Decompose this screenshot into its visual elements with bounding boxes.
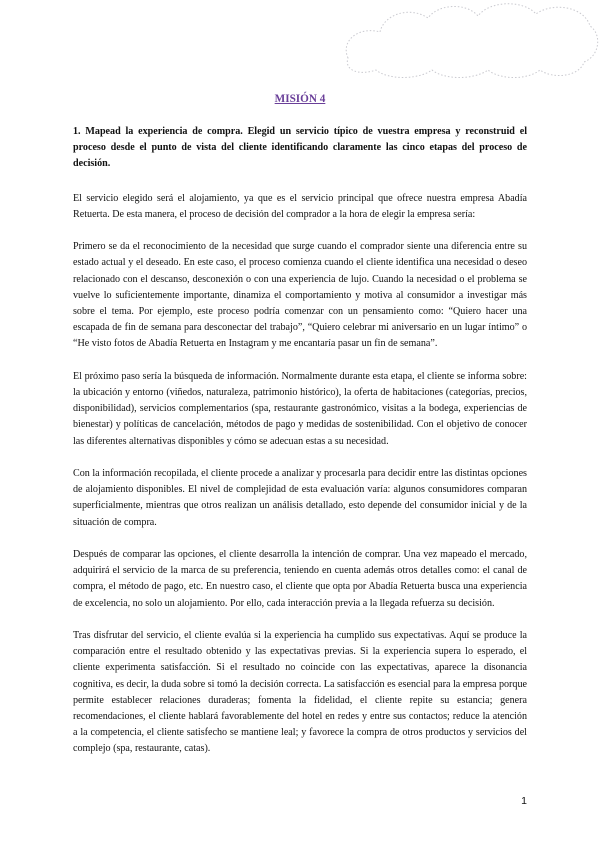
paragraph-post-purchase: Tras disfrutar del servicio, el cliente evalúa si la experiencia ha cumplido sus expectativas. Aquí se produce la comparación entre el resultado obtenido y las expectativas previas. Si la experiencia supera lo esperado, el cliente experimenta satisfacción. Si el resultado no coincide con las expectativas, aparece la disonancia cognitiva, es decir, la duda sobre si tomó la decisión correcta. La satisfacción es esencial para la empresa porque permite establecer relaciones duraderas; fomenta la fidelidad, el cliente repite su estancia; genera recomendaciones, el cliente hablará favorablemente del hotel en redes y entre sus contactos; reduce la atención a la competencia, el cliente satisfecho se mantiene leal; y favorece la compra de otros productos y servicios del complejo (spa, restaurante, catas). xyxy=(73,630,527,755)
paragraph-purchase-decision: Después de comparar las opciones, el cliente desarrolla la intención de comprar. Una vez mapeado el mercado, adquirirá el servicio de la marca de su preferencia, teniendo en cuenta además otros detalles como: el canal de compra, el método de pago, etc. En nuestro caso, el cliente que opta por Abadía Retuerta busca una experiencia de excelencia, no solo un alojamiento. Por ello, cada interacción previa a la llegada refuerza su decisión. xyxy=(73,549,527,609)
document-body xyxy=(73,124,527,774)
page-title: MISIÓN 4 xyxy=(274,93,326,105)
paragraph-need-recognition: Primero se da el reconocimiento de la necesidad que surge cuando el comprador siente una diferencia entre su estado actual y el deseado. En este caso, el proceso comienza cuando el cliente identifica una necesidad o deseo relacionado con el descanso, desconexión o con una experiencia de lujo. Cuando la necesidad o el problema se vuelve lo suficientemente importante, dinamiza el comportamiento y motiva al consumidor a investigar más sobre el tema. Por ejemplo, este proceso podría comenzar con un pensamiento como: “Quiero hacer una escapada de fin de semana para desconectar del trabajo”, “Quiero celebrar mi aniversario en un lugar íntimo” o “He visto fotos de Abadía Retuerta en Instagram y me encantaría pasar un fin de semana”. xyxy=(73,241,527,350)
question-heading: 1. Mapead la experiencia de compra. Elegid un servicio típico de vuestra empresa y reconstruid el proceso desde el punto de vista del cliente identificando claramente las cinco etapas del proceso de decisión. xyxy=(73,126,527,170)
paragraph-intro: El servicio elegido será el alojamiento, ya que es el servicio principal que ofrece nuestra empresa Abadía Retuerta. De esta manera, el proceso de decisión del comprador a la hora de elegir la empresa sería: xyxy=(73,192,527,220)
page-number: 1 xyxy=(521,795,527,807)
paragraph-information-search: El próximo paso sería la búsqueda de información. Normalmente durante esta etapa, el cliente se informa sobre: la ubicación y entorno (viñedos, naturaleza, patrimonio histórico), la oferta de habitaciones (categorías, precios, disponibilidad), servicios complementarios (spa, restaurante gastronómico, visitas a la bodega, experiencias de bienestar) y políticas de cancelación, métodos de pago y medidas de sostenibilidad. Con el objetivo de conocer las diferentes alternativas disponibles y cómo se adecuan estas a su necesidad. xyxy=(73,370,527,447)
paragraph-evaluation: Con la información recopilada, el cliente procede a analizar y procesarla para decidir entre las distintas opciones de alojamiento disponibles. El nivel de complejidad de esta evaluación varía: algunos consumidores comparan superficialmente, mientras que otros realizan un análisis detallado, esto depende del consumidor inicial y de la situación de compra. xyxy=(73,468,527,528)
cloud-decoration xyxy=(340,0,600,78)
